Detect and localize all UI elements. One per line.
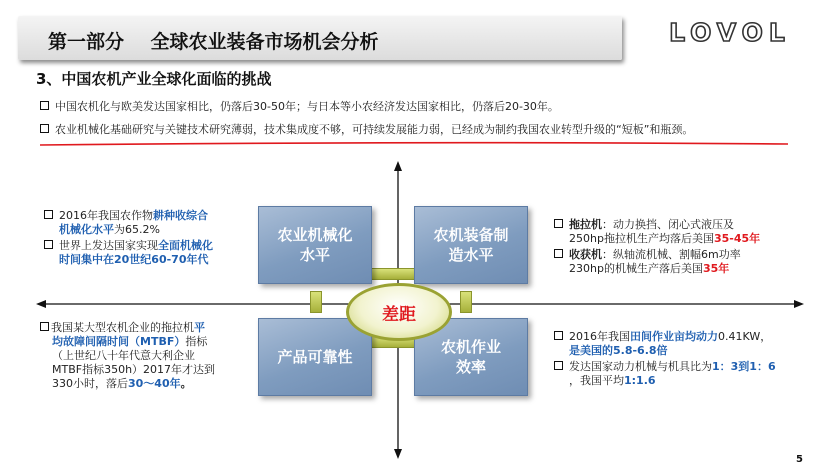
connector-left: [310, 291, 322, 313]
right-bottom-item-2-line-2: [554, 374, 776, 388]
right-top-item-2: [554, 248, 760, 262]
square-bullet-icon: [44, 210, 53, 219]
text-run: 世界上发达国家实现: [59, 239, 158, 252]
text-run: 2016年我国农作物: [59, 209, 153, 222]
brand-logo-text: LOVOL: [669, 20, 791, 44]
right-top-item-1: [554, 218, 760, 232]
highlight-run: 30～40年: [128, 377, 181, 390]
text-run: 。: [180, 377, 192, 390]
gap-oval: [346, 283, 452, 341]
text-run: 2016年我国: [569, 330, 630, 343]
box-line: 造水平: [448, 246, 494, 264]
text-run: 330小时，落后: [52, 377, 128, 390]
left-bottom-line-1: [40, 321, 215, 335]
highlight-run: 1：3到1：6: [712, 360, 776, 373]
highlight-run: 全面机械化: [158, 239, 213, 252]
highlight-run: 田间作业亩均动力: [630, 330, 718, 343]
text-run: ：纵轴流机械、割幅6m功率: [602, 248, 741, 261]
highlight-run: 是美国的5.8-6.8倍: [569, 344, 668, 357]
right-bottom-item-2: [554, 360, 776, 374]
left-bottom-line-5: [40, 377, 215, 391]
left-bottom-block: [40, 321, 215, 391]
highlight-run: 1:1.6: [624, 374, 656, 387]
box-manufacturing-level: [414, 206, 528, 284]
square-bullet-icon: [554, 331, 563, 340]
square-bullet-icon: [40, 124, 49, 133]
intro-bullet-2: [40, 121, 693, 137]
intro-bullet-2-text: 农业机械化基础研究与关键技术研究薄弱，技术集成度不够，可持续发展能力弱，已经成为制约我国农业转型升级的“短板”和瓶颈。: [55, 123, 694, 136]
square-bullet-icon: [44, 240, 53, 249]
left-top-block: [44, 209, 213, 267]
square-bullet-icon: [554, 249, 563, 258]
square-bullet-icon: [40, 101, 49, 110]
right-top-block: [554, 218, 760, 276]
text-run: 发达国家动力机械与机具比为: [569, 360, 712, 373]
right-top-item-2-line-2: [554, 262, 760, 276]
text-run: 收获机: [569, 248, 602, 261]
square-bullet-icon: [554, 361, 563, 370]
text-run: 0.41KW，: [718, 330, 772, 343]
arrow-left-icon: [36, 300, 46, 308]
brand-logo: [640, 20, 820, 44]
highlight-run: 35-45年: [713, 232, 761, 245]
highlight-run: 耕种收综合: [153, 209, 208, 222]
left-top-item-1: [44, 209, 213, 223]
right-bottom-item-1-line-2: [554, 344, 776, 358]
box-line: 农机作业: [440, 338, 501, 356]
highlight-run: 机械化水平: [59, 223, 114, 236]
connector-right: [460, 291, 472, 313]
box-product-reliability: [258, 318, 372, 396]
gap-label: 差距: [382, 304, 416, 325]
text-run: 拖拉机: [569, 218, 602, 231]
right-bottom-block: [554, 330, 776, 388]
left-top-item-1-line-2: [44, 223, 213, 237]
left-top-item-2: [44, 239, 213, 253]
text-run: 250hp拖拉机生产均落后美国: [569, 232, 714, 245]
page-title: 第一部分 全球农业装备市场机会分析: [48, 31, 379, 53]
box-line: 农机装备制: [433, 226, 509, 244]
highlight-run: 35年: [702, 262, 730, 275]
highlight-run: 平: [194, 321, 205, 334]
section-heading: 3、中国农机产业全球化面临的挑战: [36, 70, 272, 88]
box-line: 产品可靠性: [277, 348, 353, 366]
text-run: 指标: [185, 335, 208, 348]
red-divider-line: [40, 141, 788, 147]
left-top-item-2-line-2: [44, 253, 213, 267]
right-bottom-item-1: [554, 330, 776, 344]
left-bottom-line-4: MTBF指标350h）2017年才达到: [52, 363, 216, 376]
page-number: 5: [796, 454, 803, 465]
arrow-right-icon: [794, 300, 804, 308]
box-line: 效率: [455, 358, 486, 376]
box-line: 水平: [299, 246, 330, 264]
arrow-up-icon: [394, 161, 402, 171]
intro-bullet-1: [40, 98, 559, 114]
highlight-run: 时间集中在20世纪60-70年代: [59, 253, 209, 266]
square-bullet-icon: [40, 322, 49, 331]
box-line: 农业机械化: [277, 226, 353, 244]
box-mechanization-level: [258, 206, 372, 284]
highlight-run: 均故障间隔时间（MTBF）: [52, 335, 186, 348]
text-run: ，我国平均: [569, 374, 624, 387]
arrow-down-icon: [394, 449, 402, 459]
square-bullet-icon: [554, 219, 563, 228]
intro-bullet-1-text: 中国农机化与欧美发达国家相比，仍落后30-50年；与日本等小农经济发达国家相比，仍落后20-30年。: [55, 100, 559, 113]
right-top-item-1-line-2: [554, 232, 760, 246]
left-bottom-line-2: [40, 335, 215, 349]
text-run: 230hp的机械生产落后美国: [569, 262, 703, 275]
text-run: 为65.2%: [114, 223, 160, 236]
left-bottom-line-3: （上世纪八十年代意大利企业: [52, 349, 195, 362]
text-run: 我国某大型农机企业的拖拉机: [51, 321, 194, 334]
text-run: ：动力换挡、闭心式液压及: [602, 218, 734, 231]
